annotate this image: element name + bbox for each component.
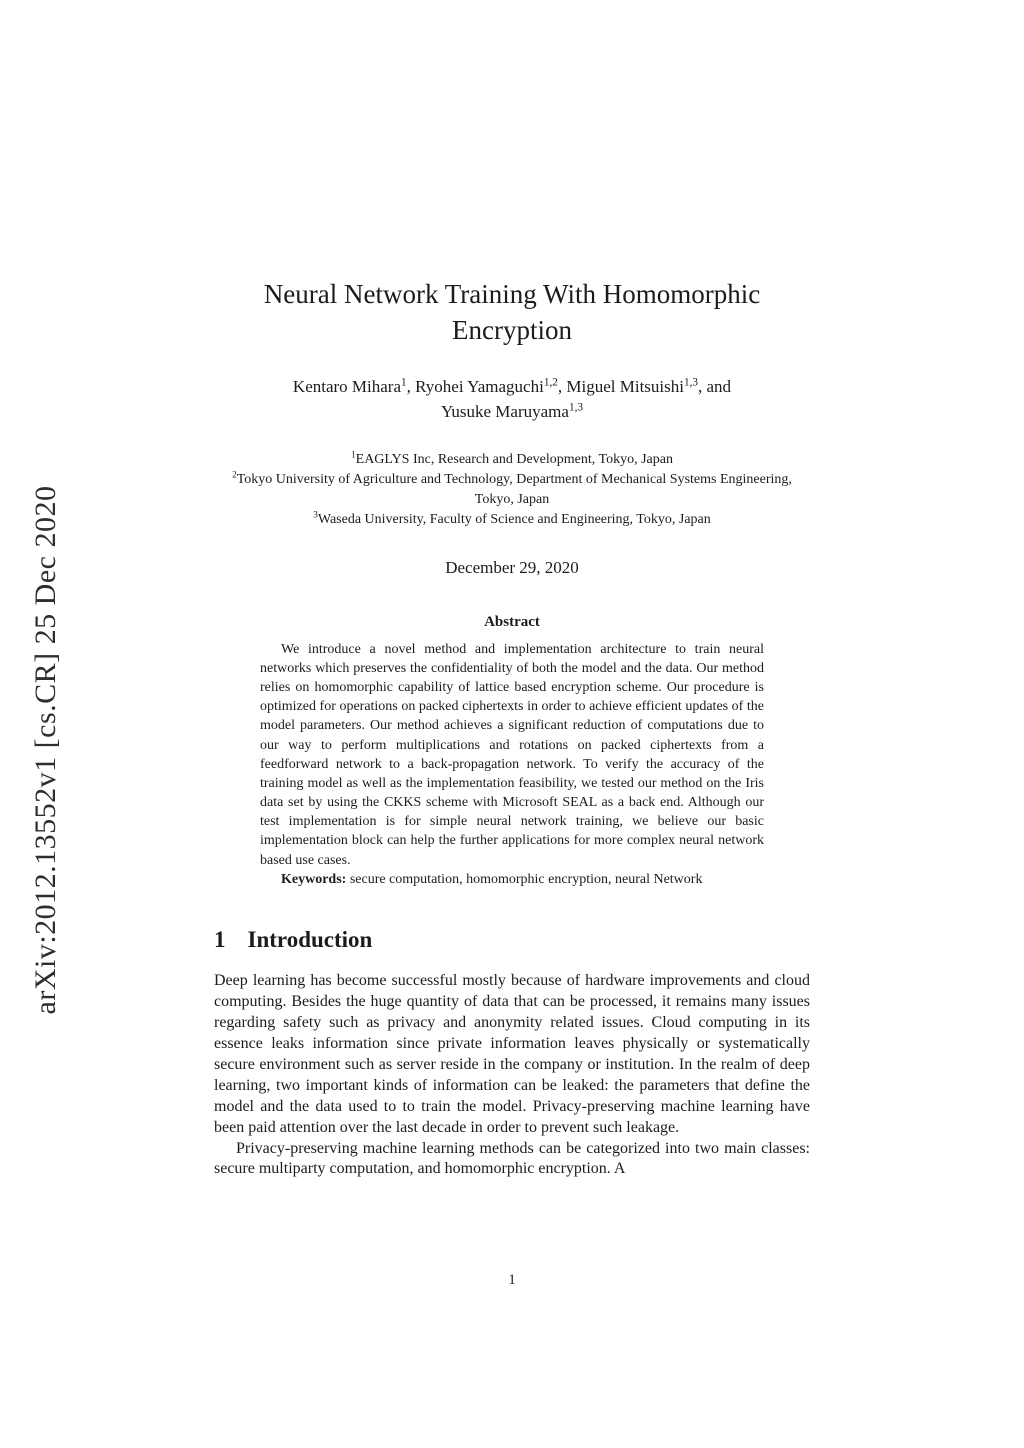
affiliation-number: 3 — [313, 509, 318, 520]
author-affiliation-superscript: 1,2 — [543, 376, 558, 389]
publication-date: December 29, 2020 — [445, 557, 579, 577]
affiliation: $^2$Tokyo University of Agriculture and Technology, Department of Mechanical Systems Engineering, Tokyo, Japan — [232, 469, 792, 507]
keywords-text: secure computation, homomorphic encryption, neural Network — [349, 871, 703, 887]
paper-content — [214, 276, 810, 1180]
keywords-label: Keywords: — [281, 871, 347, 887]
affiliation: $^3$Waseda University, Faculty of Science and Engineering, Tokyo, Japan — [313, 509, 711, 527]
author: Yusuke Maruyama$^{1,3}$ — [441, 400, 583, 421]
abstract-heading: Abstract — [484, 613, 540, 630]
author: Ryohei Yamaguchi$^{1,2}$, — [415, 376, 567, 396]
section-title: Introduction — [247, 926, 373, 952]
section-heading — [214, 927, 810, 953]
author-affiliation-superscript: 1,3 — [683, 376, 699, 389]
author-affiliation-superscript: 1 — [401, 376, 407, 389]
page-number: 1 — [508, 1272, 516, 1288]
author: Kentaro Mihara$^1$, — [292, 376, 416, 396]
section-number: 1 — [214, 926, 226, 952]
author-affiliation-superscript: 1,3 — [568, 400, 583, 413]
affiliation-number: 2 — [232, 469, 237, 480]
arxiv-watermark: arXiv:2012.13552v1 [cs.CR] 25 Dec 2020 — [29, 485, 62, 1015]
body-paragraph: Deep learning has become successful mostly because of hardware improvements and cloud computing. Besides the huge quantity of data that can be processed, it remains many issues regarding safety such as privacy and anonymity related issues. Cloud computing in its essence leaks information since private information leaves physically or systematically secure environment such as server reside in the company or institution. In the realm of deep learning, two important kinds of information can be leaked: the parameters that define the model and the data used to to train the model. Privacy-preserving machine learning have been paid attention over the last decade in order to prevent such leakage. — [214, 971, 810, 1136]
affiliation-list — [214, 450, 810, 530]
abstract-section — [260, 614, 764, 889]
body-paragraph: Privacy-preserving machine learning methods can be categorized into two main classes: secure multiparty computation, and homomorphic encryption. A — [214, 1139, 810, 1178]
keywords-line — [260, 870, 764, 889]
affiliation: $^1$EAGLYS Inc, Research and Development, Tokyo, Japan — [351, 449, 673, 468]
affiliation-number: 1 — [351, 449, 356, 460]
author: Miguel Mitsuishi$^{1,3}$, and — [566, 376, 732, 396]
paper-title: Neural Network Training With Homomorphic Encryption — [263, 279, 761, 346]
abstract-text: We introduce a novel method and implementation architecture to train neural networks which preserves the confidentiality of both the model and the data. Our method relies on homomorphic capability of lattice based encryption scheme. Our procedure is optimized for operations on packed ciphertexts in order to achieve efficient updates of the model parameters. Our method achieves a significant reduction of computations due to our way to perform multiplications and rotations on packed ciphertexts from a feedforward network to a back-propagation network. To verify the accuracy of the training model as well as the implementation feasibility, we tested our method on the Iris data set by using the CKKS scheme with Microsoft SEAL as a back end. Although our test implementation is for simple neural network training, we believe our basic implementation block can help the further applications for more complex neural network based use cases. — [260, 641, 764, 868]
author-list — [214, 375, 810, 424]
